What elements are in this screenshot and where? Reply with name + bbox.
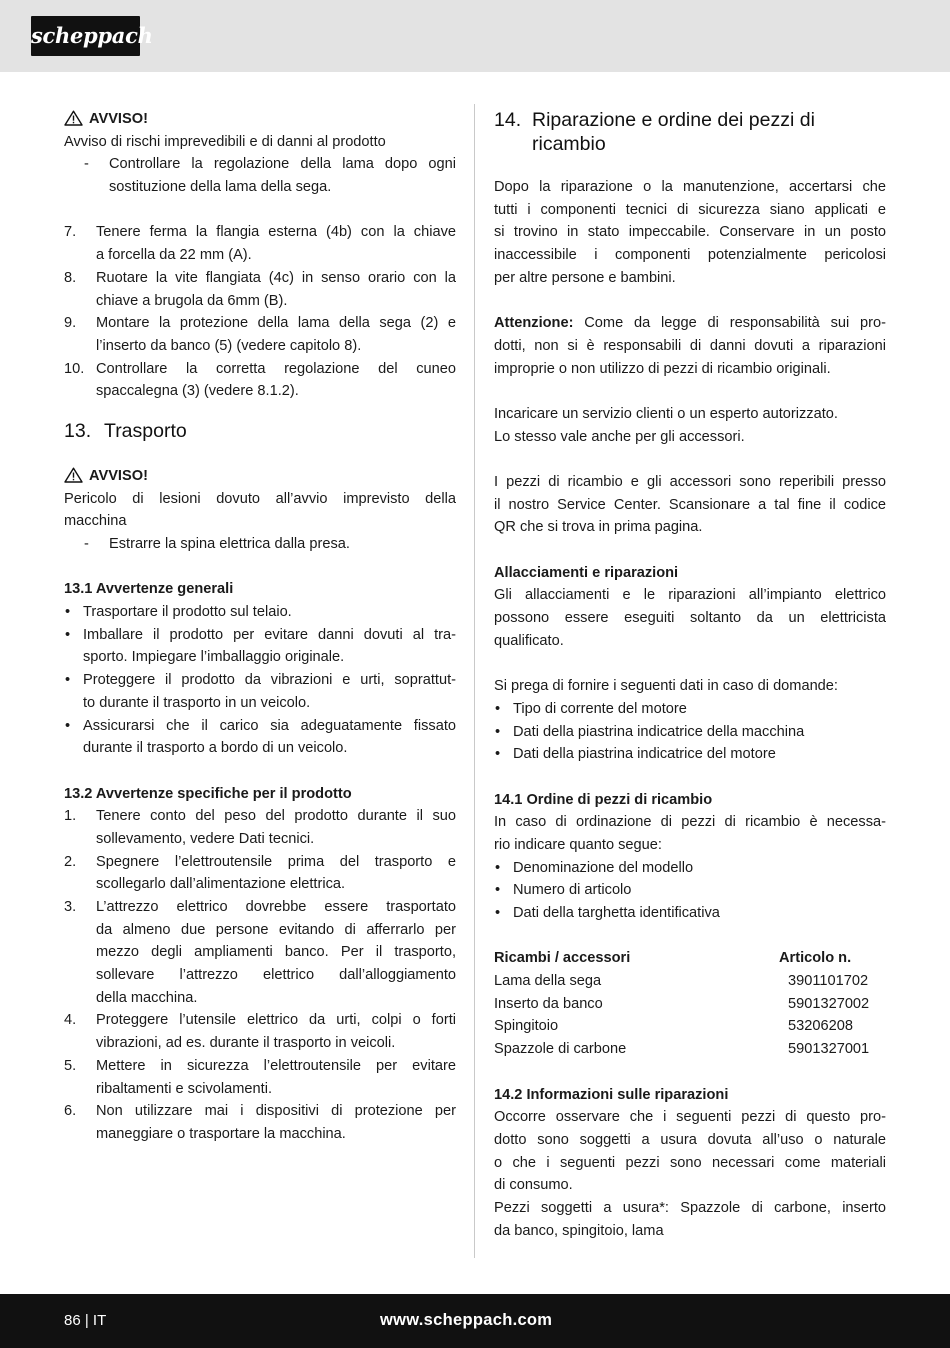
- paragraph-line: Si prega di fornire i seguenti dati in caso di domande:: [494, 678, 838, 695]
- section-heading-14: [494, 108, 886, 158]
- paragraph-line: In caso di ordinazione di pezzi di ricambio è necessa-: [494, 814, 886, 831]
- table-cell: Lama della sega: [494, 973, 602, 990]
- step-line: sollevare l’attrezzo elettrico dall’alloggiamento: [96, 967, 456, 984]
- list-item-line: sostituzione della lama della sega.: [109, 179, 332, 196]
- step-item: [64, 805, 456, 850]
- logo-text: scheppach: [31, 23, 153, 48]
- table-header-row: [494, 947, 886, 970]
- step-line: spaccalegna (3) (vedere 8.1.2).: [96, 383, 299, 400]
- table-cell: 5901327002: [788, 995, 870, 1012]
- paragraph-line: inaccessibile i componenti potenzialmente pericolosi: [494, 247, 886, 264]
- warning-triangle-icon: [64, 467, 83, 483]
- step-item: [64, 851, 456, 896]
- list-item-line: Controllare la regolazione della lama dopo ogni: [109, 156, 456, 173]
- step-item: [64, 1100, 456, 1145]
- parts-table: [494, 947, 886, 1060]
- bullet-line: Assicurarsi che il carico sia adeguatamente fissato: [83, 717, 456, 734]
- bullet-item: • Imballare il prodotto per evitare danni dovuti al tra- sporto. Impiegare l’imballaggio originale.: [64, 624, 456, 669]
- section-title: Trasporto: [104, 419, 187, 442]
- paragraph-line: qualificato.: [494, 632, 564, 649]
- step-line: della macchina.: [96, 989, 198, 1006]
- list-item: - Estrarre la spina elettrica dalla presa.: [64, 533, 456, 556]
- paragraph-line: si trovino in stato impeccabile. Conservare in un posto: [494, 224, 886, 241]
- step-item: [64, 1055, 456, 1100]
- subsection-title-14-1: 14.1 Ordine di pezzi di ricambio: [494, 791, 713, 808]
- paragraph-line: il nostro Service Center. Scansionare a tal fine il codice: [494, 496, 886, 513]
- bullet-item: • Trasportare il prodotto sul telaio.: [64, 601, 456, 624]
- bullet-line: Tipo di corrente del motore: [513, 700, 687, 717]
- subsection-title-14-2: 14.2 Informazioni sulle riparazioni: [494, 1086, 729, 1103]
- table-row: [494, 993, 886, 1016]
- step-number: 2.: [64, 853, 77, 870]
- step-item: [64, 896, 456, 1009]
- attention-text: Come da legge di responsabilità sui pro-: [573, 315, 886, 332]
- step-line: scollegarlo dall’alimentazione elettrica.: [96, 876, 346, 893]
- paragraph-line: rio indicare quanto segue:: [494, 836, 662, 853]
- step-number: 4.: [64, 1012, 77, 1029]
- bullet-line: sporto. Impiegare l’imballaggio originale.: [83, 649, 345, 666]
- step-line: Montare la protezione della lama della sega (2) e: [96, 315, 456, 332]
- warning-heading: [64, 108, 456, 131]
- step-line: Non utilizzare mai i dispositivi di protezione per: [96, 1103, 456, 1120]
- table-cell: Inserto da banco: [494, 995, 603, 1012]
- right-column: [494, 108, 886, 1242]
- paragraph-line: QR che si trova in prima pagina.: [494, 519, 703, 536]
- step-number: 1.: [64, 808, 77, 825]
- paragraph-line: tutti i componenti tecnici di sicurezza siano applicati e: [494, 201, 886, 218]
- step-number: 6.: [64, 1103, 77, 1120]
- warning-triangle-icon: [64, 110, 83, 126]
- paragraph-line: Dopo la riparazione o la manutenzione, accertarsi che: [494, 179, 886, 195]
- step-line: maneggiare o trasportare la macchina.: [96, 1125, 346, 1142]
- step-line: a forcella da 22 mm (A).: [96, 247, 252, 264]
- bullet-item: • Dati della piastrina indicatrice della macchina: [494, 721, 886, 744]
- step-number: 5.: [64, 1057, 77, 1074]
- paragraph-line: o che i seguenti pezzi sono necessari come materiali: [494, 1154, 886, 1171]
- section-title: Riparazione e ordine dei pezzi di: [532, 109, 815, 131]
- paragraph-line: Pezzi soggetti a usura*: Spazzole di carbone, inserto: [494, 1199, 886, 1216]
- step-line: Mettere in sicurezza l’elettroutensile per evitare: [96, 1057, 456, 1074]
- step-number: 7.: [64, 224, 77, 241]
- step-line: Proteggere l’utensile elettrico da urti, colpi o forti: [96, 1012, 456, 1029]
- left-column: [64, 108, 456, 1146]
- header-bar: [0, 0, 950, 72]
- table-header-cell: Ricambi / accessori: [494, 950, 631, 967]
- step-line: da almeno due persone evitando di afferrarlo per: [96, 921, 456, 938]
- table-cell: 5901327001: [788, 1041, 870, 1058]
- warning-heading: [64, 465, 456, 488]
- warning-label: AVVISO!: [89, 111, 148, 127]
- bullet-line: Proteggere il prodotto da vibrazioni e urti, soprattut-: [83, 672, 456, 689]
- page-number: 86 | IT: [64, 1312, 107, 1329]
- paragraph-line: da banco, spingitoio, lama: [494, 1222, 664, 1239]
- bullet-item: • Dati della piastrina indicatrice del motore: [494, 743, 886, 766]
- bullet-line: Dati della piastrina indicatrice della macchina: [513, 723, 805, 740]
- attention-line: [494, 312, 886, 335]
- paragraph-line: possono essere eseguiti soltanto da un elettricista: [494, 610, 886, 627]
- column-divider: [474, 104, 475, 1258]
- step-item: [64, 267, 456, 312]
- section-heading-13: [64, 419, 456, 447]
- table-cell: 53206208: [788, 1018, 853, 1035]
- paragraph-line: I pezzi di ricambio e gli accessori sono reperibili presso: [494, 473, 886, 490]
- step-line: Tenere conto del peso del prodotto durante il suo: [96, 808, 456, 825]
- bullet-item: • Assicurarsi che il carico sia adeguatamente fissato durante il trasporto a bordo di un veicolo.: [64, 715, 456, 760]
- step-line: chiave a brugola da 6mm (B).: [96, 292, 288, 309]
- bullet-item: • Tipo di corrente del motore: [494, 698, 886, 721]
- step-line: l’inserto da banco (5) (vedere capitolo 8).: [96, 337, 362, 354]
- warning-text: Pericolo di lesioni dovuto all’avvio imprevisto della: [64, 490, 456, 507]
- bullet-item: • Denominazione del modello: [494, 857, 886, 880]
- step-line: Ruotare la vite flangiata (4c) in senso orario con la: [96, 269, 456, 286]
- table-header-cell: Articolo n.: [779, 950, 852, 967]
- paragraph-line: Lo stesso vale anche per gli accessori.: [494, 428, 745, 445]
- bullet-line: Trasportare il prodotto sul telaio.: [83, 604, 292, 621]
- step-item: [64, 358, 456, 403]
- bullet-line: Numero di articolo: [513, 882, 632, 899]
- step-line: ribaltamenti e scivolamenti.: [96, 1080, 273, 1097]
- bullet-item: • Proteggere il prodotto da vibrazioni e urti, soprattut- to durante il trasporto in un veicolo.: [64, 669, 456, 714]
- paragraph-line: per altre persone e bambini.: [494, 269, 676, 286]
- bullet-line: to durante il trasporto in un veicolo.: [83, 694, 311, 711]
- step-number: 9.: [64, 315, 77, 332]
- website-link[interactable]: www.scheppach.com: [380, 1311, 553, 1329]
- table-row: [494, 970, 886, 993]
- connections-title: Allacciamenti e riparazioni: [494, 564, 679, 581]
- subsection-title-13-2: 13.2 Avvertenze specifiche per il prodotto: [64, 785, 352, 802]
- step-line: Tenere ferma la flangia esterna (4b) con la chiave: [96, 224, 456, 241]
- step-line: vibrazioni, ad es. durante il trasporto in veicoli.: [96, 1035, 396, 1052]
- bullet-line: Denominazione del modello: [513, 859, 694, 876]
- list-item: - Controllare la regolazione della lama dopo ogni sostituzione della lama della sega.: [64, 153, 456, 198]
- table-cell: Spazzole di carbone: [494, 1041, 627, 1058]
- step-item: [64, 1009, 456, 1054]
- step-number: 10.: [64, 360, 85, 377]
- step-line: sollevamento, vedere Dati tecnici.: [96, 830, 315, 847]
- step-item: [64, 312, 456, 357]
- table-row: [494, 1038, 886, 1061]
- table-cell: Spingitoio: [494, 1018, 559, 1035]
- step-item: [64, 221, 456, 266]
- paragraph-line: dotti, non si è responsabili di danni dovuti a riparazioni: [494, 337, 886, 354]
- section-number: 13.: [64, 419, 92, 442]
- section-number: 14.: [494, 109, 522, 131]
- table-row: [494, 1015, 886, 1038]
- bullet-item: • Numero di articolo: [494, 879, 886, 902]
- paragraph-line: Occorre osservare che i seguenti pezzi di questo pro-: [494, 1109, 886, 1126]
- paragraph-line: improprie o non utilizzo di pezzi di ricambio originali.: [494, 360, 831, 377]
- subsection-title-13-1: 13.1 Avvertenze generali: [64, 581, 234, 598]
- paragraph-line: di consumo.: [494, 1177, 573, 1194]
- bullet-line: Dati della piastrina indicatrice del motore: [513, 746, 776, 763]
- bullet-line: Dati della targhetta identificativa: [513, 905, 720, 921]
- bullet-item: • Dati della targhetta identificativa: [494, 902, 886, 925]
- step-number: 3.: [64, 899, 77, 915]
- step-line: Spegnere l’elettroutensile prima del trasporto e: [96, 853, 456, 870]
- bullet-line: durante il trasporto a bordo di un veicolo.: [83, 740, 348, 757]
- warning-text: Avviso di rischi imprevedibili e di danni al prodotto: [64, 133, 386, 150]
- bullet-line: Imballare il prodotto per evitare danni dovuti al tra-: [83, 626, 456, 643]
- paragraph-line: dotto sono soggetti a usura dovuta all’uso o naturale: [494, 1131, 886, 1148]
- brand-logo[interactable]: [31, 16, 153, 56]
- footer-bar: [0, 1294, 950, 1348]
- step-line: L’attrezzo elettrico dovrebbe essere trasportato: [96, 899, 456, 915]
- warning-label: AVVISO!: [89, 467, 148, 484]
- step-number: 8.: [64, 269, 77, 286]
- paragraph-line: Gli allacciamenti e le riparazioni all’impianto elettrico: [494, 587, 886, 604]
- warning-text: macchina: [64, 513, 127, 530]
- list-item-line: Estrarre la spina elettrica dalla presa.: [109, 536, 350, 552]
- step-line: Controllare la corretta regolazione del cuneo: [96, 360, 456, 377]
- step-line: mezzo degli ampliamenti banco. Per il trasporto,: [96, 944, 456, 961]
- paragraph-line: Incaricare un servizio clienti o un esperto autorizzato.: [494, 405, 838, 422]
- attention-label: Attenzione:: [494, 315, 574, 332]
- section-title-cont: ricambio: [532, 133, 606, 155]
- table-cell: 3901101702: [788, 973, 869, 990]
